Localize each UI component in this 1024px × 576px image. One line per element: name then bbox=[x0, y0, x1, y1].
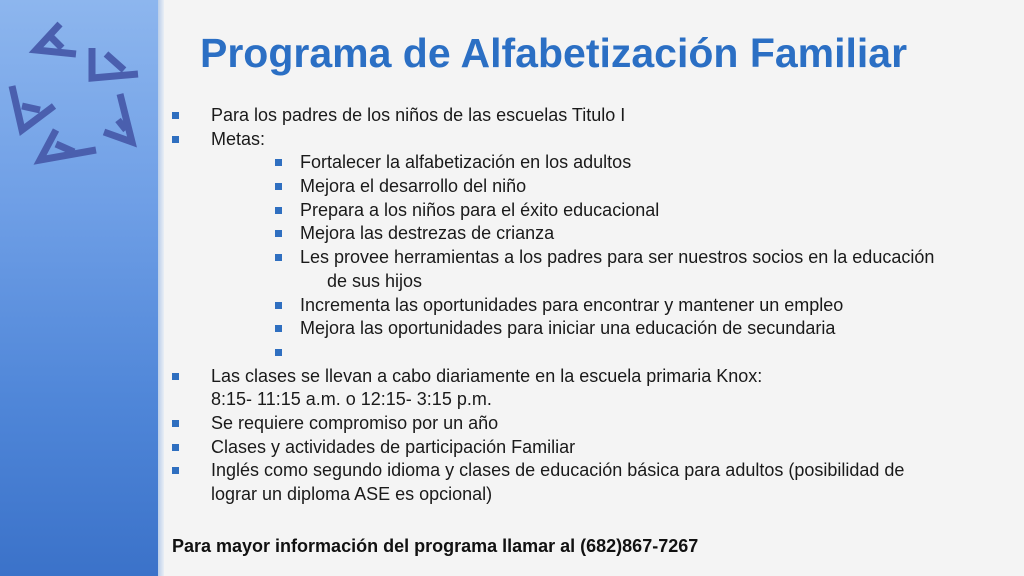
list-item bbox=[172, 104, 1012, 128]
square-bullet-icon bbox=[275, 325, 282, 332]
goal-text: Fortalecer la alfabetización en los adultos bbox=[300, 152, 632, 173]
square-bullet-icon bbox=[172, 420, 179, 427]
list-item bbox=[172, 412, 1012, 436]
square-bullet-icon bbox=[275, 159, 282, 166]
list-item bbox=[172, 436, 1012, 460]
goal-text: Prepara a los niños para el éxito educacional bbox=[300, 199, 660, 220]
square-bullet-icon bbox=[275, 230, 282, 237]
goal-item-empty bbox=[172, 341, 1012, 365]
list-item bbox=[172, 365, 1012, 389]
square-bullet-icon bbox=[275, 302, 282, 309]
goal-item bbox=[172, 199, 1012, 223]
square-bullet-icon bbox=[275, 349, 282, 356]
square-bullet-icon bbox=[275, 183, 282, 190]
esl-continuation bbox=[172, 483, 1012, 507]
goal-item bbox=[172, 175, 1012, 199]
square-bullet-icon bbox=[172, 373, 179, 380]
goal-item bbox=[172, 317, 1012, 341]
list-item-text: Las clases se llevan a cabo diariamente en la escuela primaria Knox: bbox=[211, 365, 763, 386]
goal-text: Mejora el desarrollo del niño bbox=[300, 176, 527, 197]
letter-a-logo-icon bbox=[0, 10, 160, 170]
list-item-text: Para los padres de los niños de las escuelas Titulo I bbox=[211, 105, 626, 125]
bullet-list bbox=[172, 104, 1012, 507]
schedule-text: 8:15- 11:15 a.m. o 12:15- 3:15 p.m. bbox=[211, 389, 492, 410]
list-item bbox=[172, 459, 1012, 483]
list-item-text: Inglés como segundo idioma y clases de educación básica para adultos (posibilidad de bbox=[211, 460, 905, 481]
list-item-text: Metas: bbox=[211, 128, 266, 149]
goal-item bbox=[172, 246, 1012, 270]
goal-item bbox=[172, 151, 1012, 175]
list-item-text: Clases y actividades de participación Familiar bbox=[211, 436, 576, 457]
goal-continuation-text: de sus hijos bbox=[327, 270, 423, 291]
square-bullet-icon bbox=[172, 136, 179, 143]
goal-text: Incrementa las oportunidades para encontrar y mantener un empleo bbox=[300, 294, 844, 315]
page-title: Programa de Alfabetización Familiar bbox=[200, 30, 908, 76]
goal-item bbox=[172, 222, 1012, 246]
square-bullet-icon bbox=[172, 444, 179, 451]
contact-info: Para mayor información del programa llamar al (682)867-7267 bbox=[172, 536, 699, 556]
list-item-text: Se requiere compromiso por un año bbox=[211, 412, 499, 433]
square-bullet-icon bbox=[275, 207, 282, 214]
square-bullet-icon bbox=[172, 112, 179, 119]
goal-text: Mejora las destrezas de crianza bbox=[300, 223, 555, 244]
goal-text: Les provee herramientas a los padres para ser nuestros socios en la educación bbox=[300, 247, 935, 268]
esl-continuation-text: lograr un diploma ASE es opcional) bbox=[211, 484, 493, 504]
goal-text: Mejora las oportunidades para iniciar una educación de secundaria bbox=[300, 318, 836, 339]
square-bullet-icon bbox=[275, 254, 282, 261]
list-item bbox=[172, 128, 1012, 152]
goal-item bbox=[172, 294, 1012, 318]
goal-continuation bbox=[172, 270, 1012, 294]
schedule-line bbox=[172, 388, 1012, 412]
square-bullet-icon bbox=[172, 467, 179, 474]
